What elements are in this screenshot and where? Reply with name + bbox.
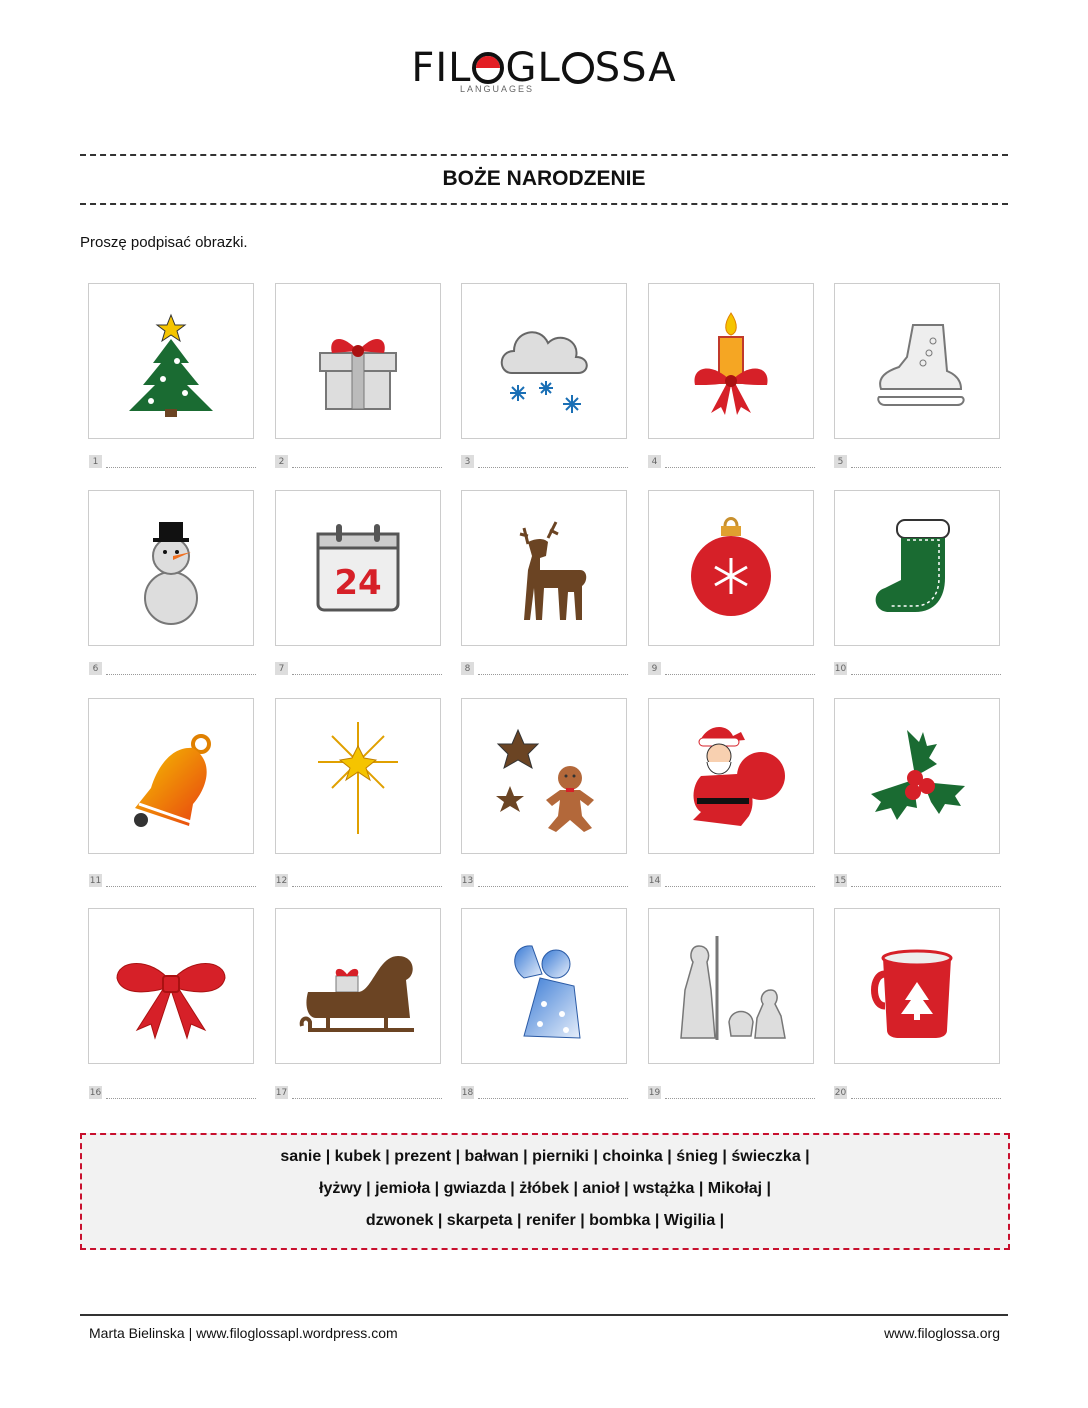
card-8: [461, 490, 627, 646]
card-7: [275, 490, 441, 646]
mug-icon: [857, 926, 977, 1046]
card-number: 2: [275, 455, 288, 468]
answer-line[interactable]: [292, 886, 442, 887]
answer-line[interactable]: [665, 467, 815, 468]
bell-icon: [111, 716, 231, 836]
answer-line[interactable]: [106, 467, 256, 468]
angel-icon: [484, 926, 604, 1046]
card-number: 15: [834, 875, 847, 886]
card-number: 19: [648, 1087, 661, 1098]
answer-line[interactable]: [851, 467, 1001, 468]
card-5: [834, 283, 1000, 439]
candle-icon: [671, 301, 791, 421]
holly-icon: [857, 716, 977, 836]
answer-line[interactable]: [478, 886, 628, 887]
reindeer-icon: [484, 508, 604, 628]
card-17: [275, 908, 441, 1064]
card-number: 14: [648, 875, 661, 886]
answer-line[interactable]: [851, 886, 1001, 887]
calendar-24-icon: [298, 508, 418, 628]
answer-line[interactable]: [478, 674, 628, 675]
card-1: [88, 283, 254, 439]
card-11: [88, 698, 254, 854]
card-20: [834, 908, 1000, 1064]
answer-line[interactable]: [292, 467, 442, 468]
bow-icon: [111, 926, 231, 1046]
card-16: [88, 908, 254, 1064]
footer-divider: [80, 1314, 1008, 1316]
logo-subtitle: LANGUAGES: [460, 84, 535, 94]
word-bank: [80, 1133, 1010, 1250]
instruction: Proszę podpisać obrazki.: [80, 234, 248, 251]
christmas-tree-icon: [111, 301, 231, 421]
answer-line[interactable]: [106, 886, 256, 887]
svg-text:24: 24: [334, 563, 382, 603]
logo-o-icon: [472, 52, 504, 84]
gift-icon: [298, 301, 418, 421]
card-3: [461, 283, 627, 439]
card-number: 6: [89, 662, 102, 675]
sleigh-icon: [298, 926, 418, 1046]
card-number: 16: [89, 1087, 102, 1098]
card-number: 9: [648, 662, 661, 675]
gingerbread-icon: [484, 716, 604, 836]
ice-skate-icon: [857, 301, 977, 421]
answer-line[interactable]: [292, 1098, 442, 1099]
footer-website-link[interactable]: www.filoglossa.org: [884, 1325, 1000, 1341]
answer-line[interactable]: [851, 1098, 1001, 1099]
card-number: 18: [461, 1087, 474, 1098]
page-title: BOŻE NARODZENIE: [442, 167, 646, 190]
card-number: 1: [89, 455, 102, 468]
card-number: 4: [648, 455, 661, 468]
card-15: [834, 698, 1000, 854]
card-6: [88, 490, 254, 646]
card-10: [834, 490, 1000, 646]
card-19: [648, 908, 814, 1064]
answer-line[interactable]: [851, 674, 1001, 675]
card-number: 5: [834, 455, 847, 468]
footer-author: Marta Bielinska | www.filoglossapl.wordpress.com: [89, 1325, 398, 1341]
card-number: 12: [275, 875, 288, 886]
answer-line[interactable]: [106, 674, 256, 675]
card-14: [648, 698, 814, 854]
word-bank-line: łyżwy | jemioła | gwiazda | żłóbek | anioł | wstążka | Mikołaj |: [319, 1180, 771, 1197]
answer-line[interactable]: [478, 1098, 628, 1099]
card-9: [648, 490, 814, 646]
answer-line[interactable]: [665, 886, 815, 887]
card-12: [275, 698, 441, 854]
bauble-icon: [671, 508, 791, 628]
santa-icon: [671, 716, 791, 836]
card-number: 20: [834, 1087, 847, 1098]
answer-line[interactable]: [106, 1098, 256, 1099]
card-number: 8: [461, 662, 474, 675]
snowman-icon: [111, 508, 231, 628]
stocking-icon: [857, 508, 977, 628]
card-number: 13: [461, 875, 474, 886]
divider: [80, 203, 1008, 205]
answer-line[interactable]: [665, 674, 815, 675]
star-icon: [298, 716, 418, 836]
word-bank-line: sanie | kubek | prezent | bałwan | pierniki | choinka | śnieg | świeczka |: [280, 1148, 810, 1165]
card-number: 10: [834, 663, 847, 674]
card-number: 7: [275, 662, 288, 675]
word-bank-line: dzwonek | skarpeta | renifer | bombka | Wigilia |: [365, 1212, 725, 1229]
logo: [0, 44, 1088, 92]
nativity-icon: [671, 926, 791, 1046]
divider: [80, 154, 1008, 156]
answer-line[interactable]: [665, 1098, 815, 1099]
answer-line[interactable]: [478, 467, 628, 468]
card-13: [461, 698, 627, 854]
card-2: [275, 283, 441, 439]
card-18: [461, 908, 627, 1064]
card-number: 11: [89, 875, 102, 886]
logo-o-icon: [562, 52, 594, 84]
card-number: 3: [461, 455, 474, 468]
card-4: [648, 283, 814, 439]
snow-cloud-icon: [484, 301, 604, 421]
answer-line[interactable]: [292, 674, 442, 675]
logo-text: FIL GL SSA: [411, 45, 677, 91]
card-number: 17: [275, 1087, 288, 1098]
